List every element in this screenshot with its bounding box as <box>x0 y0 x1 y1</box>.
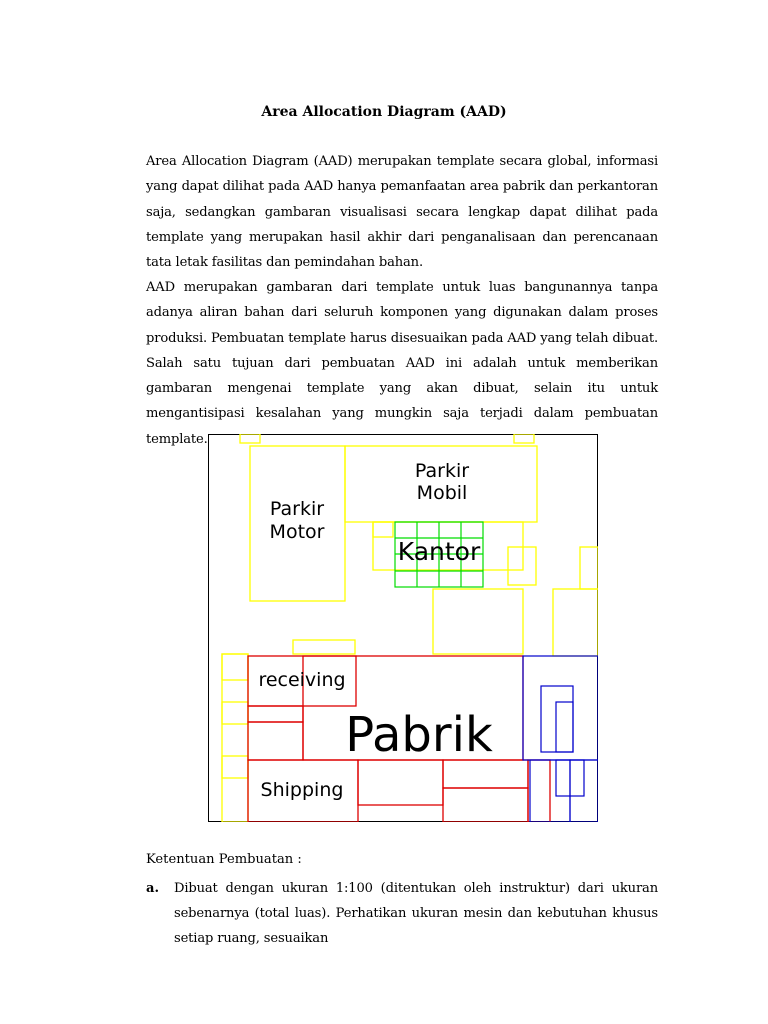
storage-zones <box>523 656 598 822</box>
paragraph-2: AAD merupakan gambaran dari template untuk luas bangunannya tanpa adanya aliran bahan dari seluruh komponen yang digunakan dalam proses produksi. Pembuatan template harus disesuaikan pada AAD yang telah dibuat. Salah satu tujuan dari pembuatan AAD ini adalah untuk memberikan gambaran mengenai template yang akan dibuat, selain itu untuk mengantisipasi kesalahan yang mungkin saja terjadi dalam pembuatan template. <box>146 280 658 447</box>
label-kantor: Kantor <box>397 537 481 566</box>
label-parkir-motor-1: Parkir <box>269 498 325 520</box>
rules-heading: Ketentuan Pembuatan : <box>146 852 302 867</box>
diagram-frame <box>209 435 598 822</box>
rule-text: Dibuat dengan ukuran 1:100 (ditentukan oleh instruktur) dari ukuran sebenarnya (total luas). Perhatikan ukuran mesin dan kebutuhan khusus setiap ruang, sesuaikan <box>174 881 658 946</box>
document-title: Area Allocation Diagram (AAD) <box>261 104 507 120</box>
rule-marker: a. <box>146 881 160 896</box>
area-allocation-diagram <box>208 434 598 822</box>
label-shipping: Shipping <box>260 779 344 801</box>
yellow-zones <box>222 434 598 822</box>
rule-item <box>146 876 658 951</box>
label-parkir-mobil-2: Mobil <box>416 482 468 504</box>
label-pabrik: Pabrik <box>345 707 493 763</box>
label-parkir-mobil-1: Parkir <box>414 460 470 482</box>
paragraph-1: Area Allocation Diagram (AAD) merupakan template secara global, informasi yang dapat dilihat pada AAD hanya pemanfaatan area pabrik dan perkantoran saja, sedangkan gambaran visualisasi secara lengkap dapat dilihat pada template yang merupakan hasil akhir dari penganalisaan dan perencanaan tata letak fasilitas dan pemindahan bahan. <box>146 154 658 271</box>
label-parkir-motor-2: Motor <box>269 521 325 543</box>
label-receiving: receiving <box>258 669 346 691</box>
